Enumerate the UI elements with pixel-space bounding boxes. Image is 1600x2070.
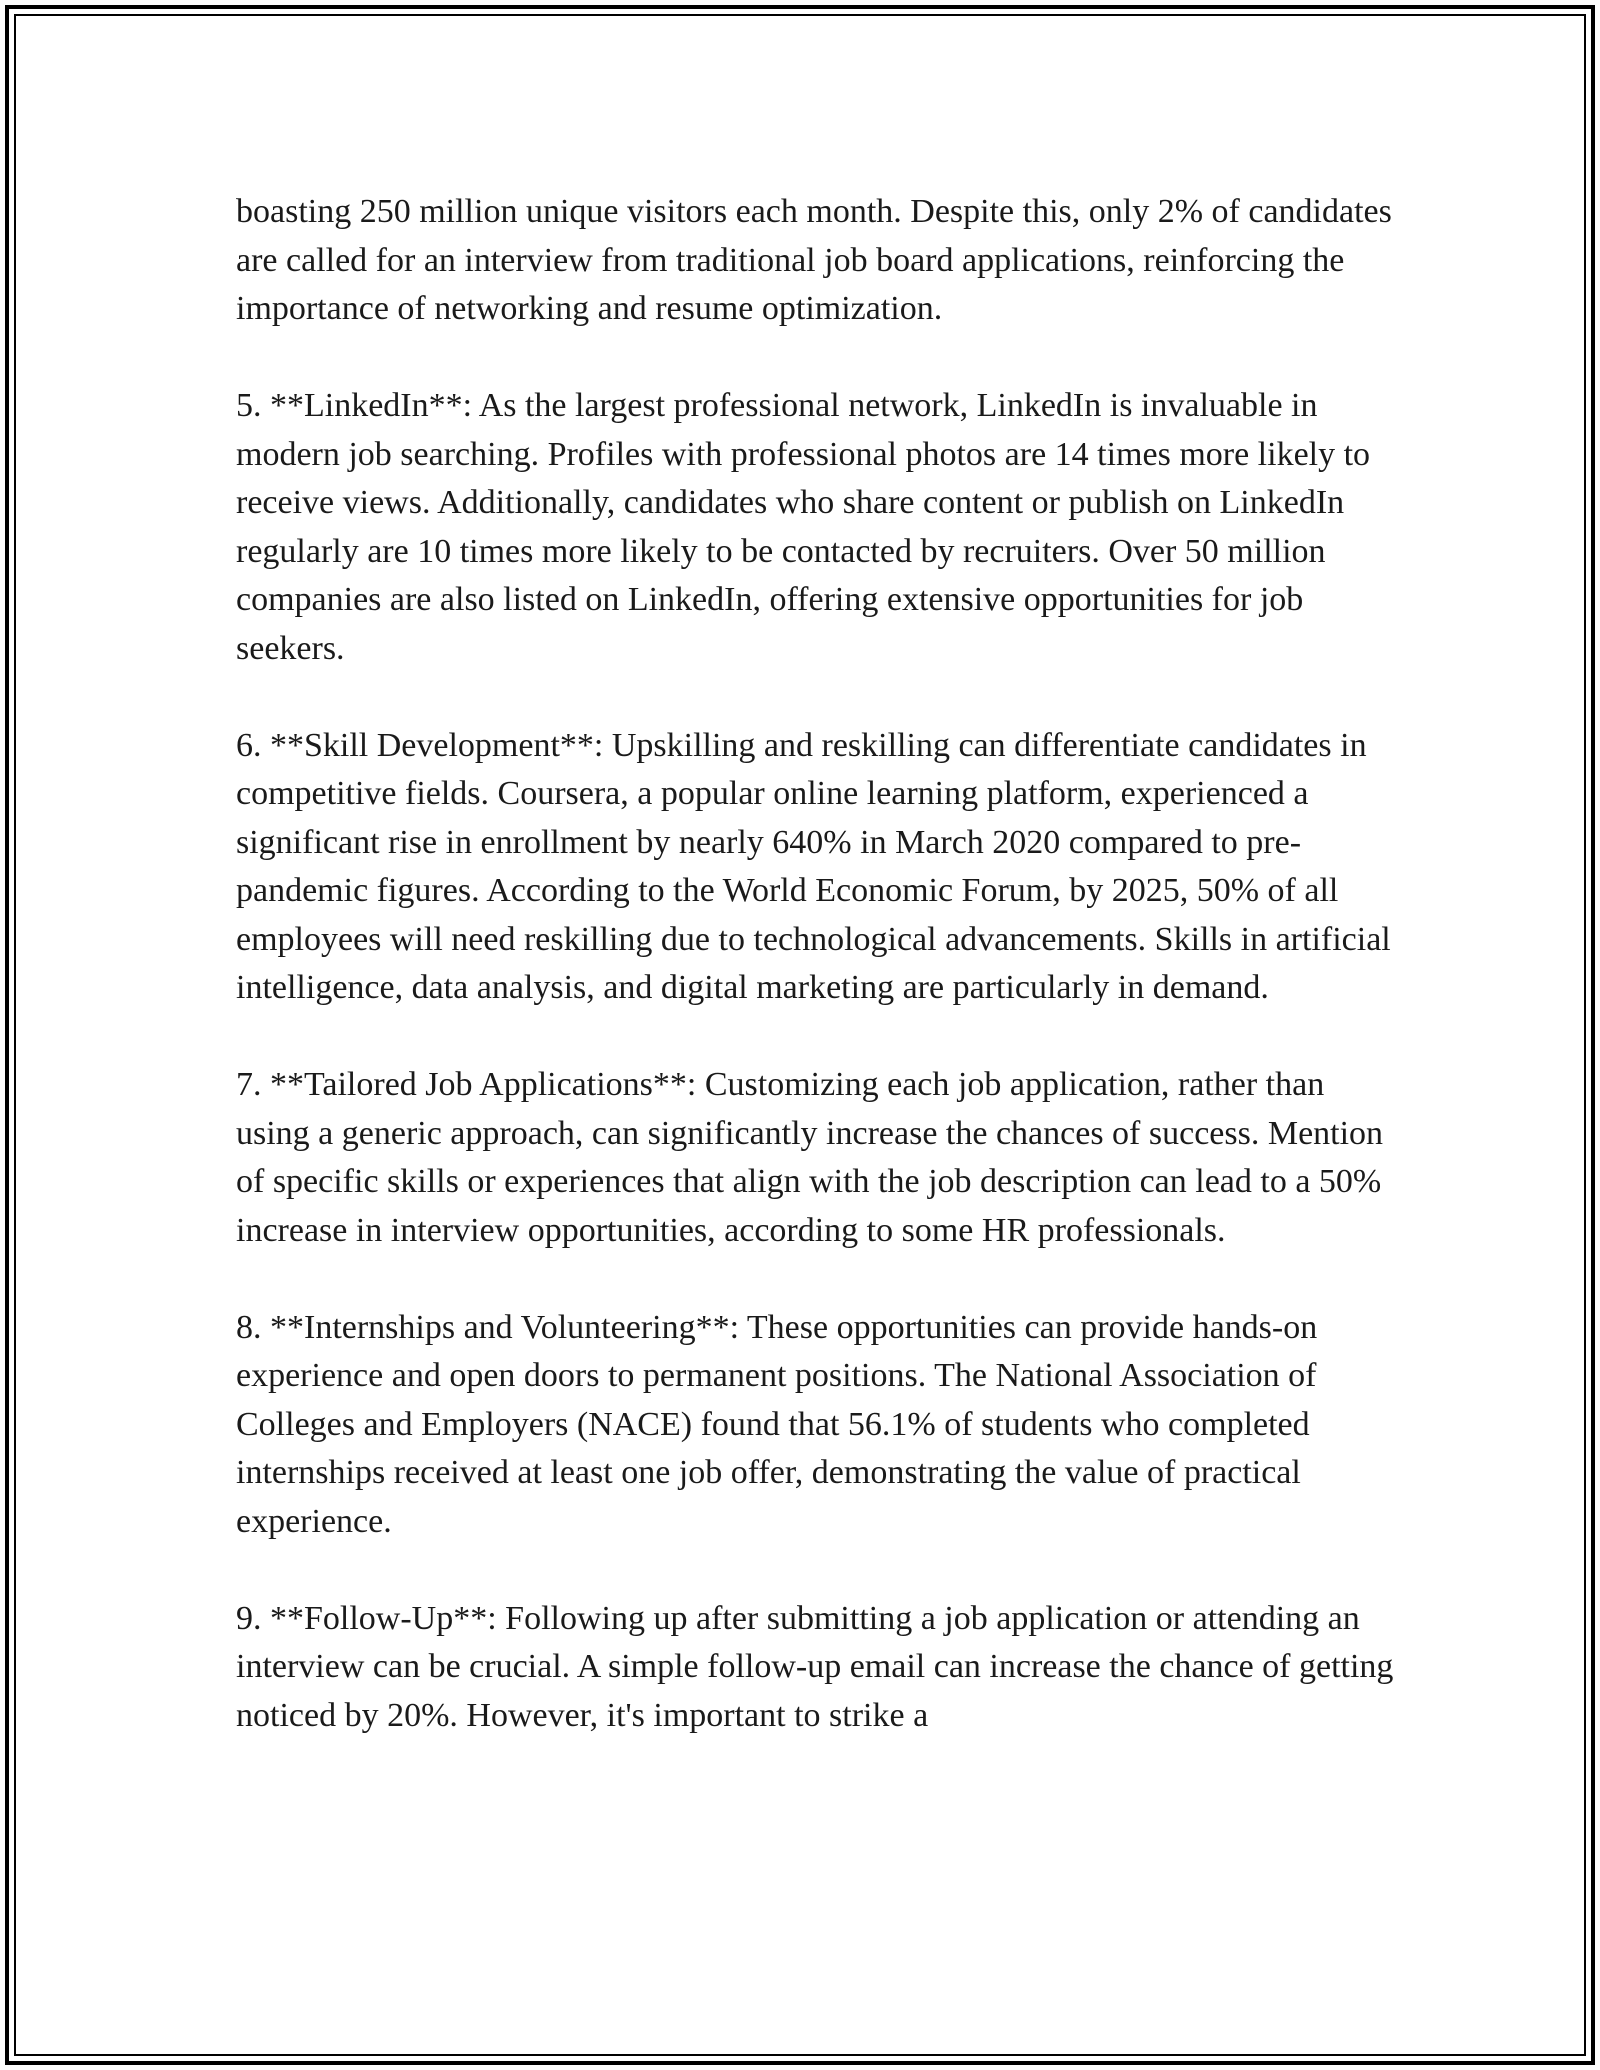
- paragraph-tailored-applications: 7. **Tailored Job Applications**: Customizing each job application, rather than using a generic approach, can significantly increase the chances of success. Mention of specific skills or experiences that align with the job description can lead to a 50% increase in interview opportunities, according to some HR professionals.: [236, 1066, 1384, 1249]
- paragraph-skill-development: 6. **Skill Development**: Upskilling and reskilling can differentiate candidates in competitive fields. Coursera, a popular online learning platform, experienced a significant rise in enrollment by nearly 640% in March 2020 compared to pre-pandemic figures. According to the World Economic Forum, by 2025, 50% of all employees will need reskilling due to technological advancements. Skills in artificial intelligence, data analysis, and digital marketing are particularly in demand.: [236, 726, 1391, 1006]
- paragraph-internships: 8. **Internships and Volunteering**: These opportunities can provide hands-on experience and open doors to permanent positions. The National Association of Colleges and Employers (NACE) found that 56.1% of students who completed internships received at least one job offer, demonstrating the value of practical experience.: [236, 1308, 1318, 1540]
- paragraph-linkedin: 5. **LinkedIn**: As the largest professional network, LinkedIn is invaluable in modern job searching. Profiles with professional photos are 14 times more likely to receive views. Additionally, candidates who share content or publish on LinkedIn regularly are 10 times more likely to be contacted by recruiters. Over 50 million companies are also listed on LinkedIn, offering extensive opportunities for job seekers.: [236, 387, 1371, 667]
- paragraph-job-boards-continued: boasting 250 million unique visitors each month. Despite this, only 2% of candidates are called for an interview from traditional job board applications, reinforcing the importance of networking and resume optimization.: [236, 193, 1392, 327]
- paragraph-follow-up: 9. **Follow-Up**: Following up after submitting a job application or attending an interview can be crucial. A simple follow-up email can increase the chance of getting noticed by 20%. However, it's important to strike a: [236, 1599, 1394, 1734]
- document-body: [236, 188, 1396, 1740]
